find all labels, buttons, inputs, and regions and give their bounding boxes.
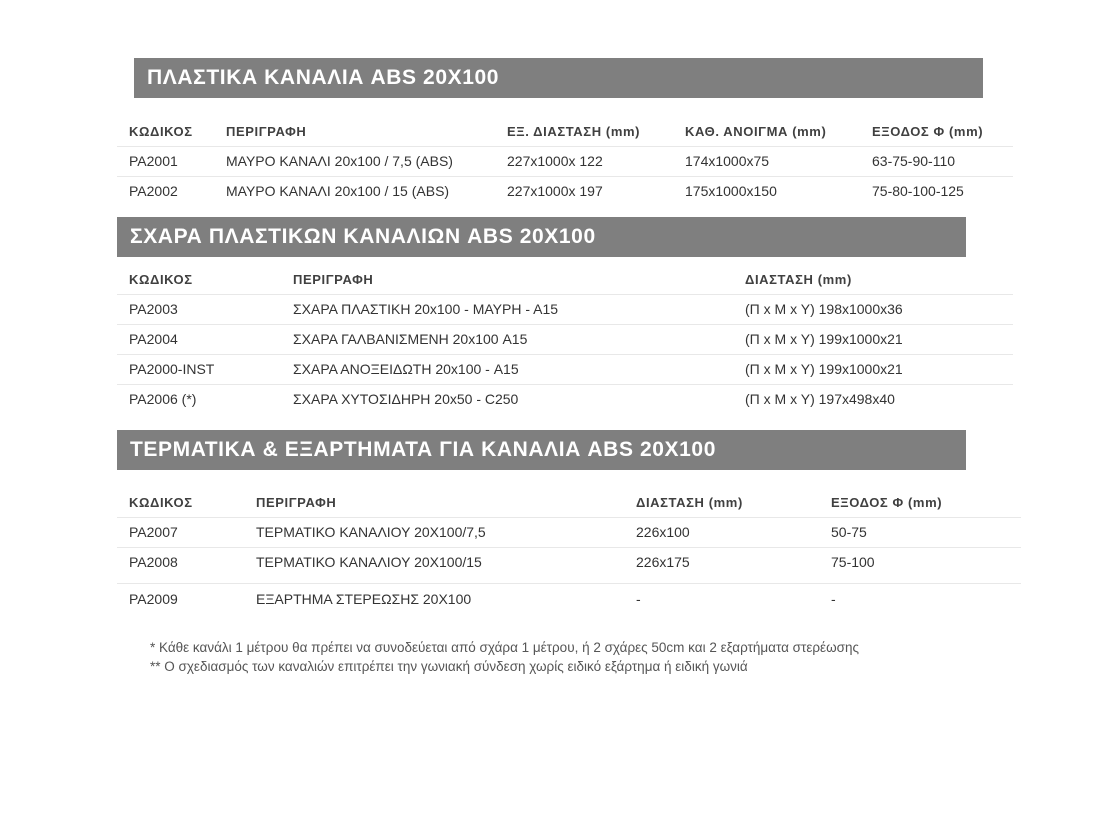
- cell-code: PA2006 (*): [129, 391, 197, 407]
- cell-code: PA2007: [129, 524, 178, 540]
- table-row: [117, 147, 1013, 177]
- cell-dimension: (Π x M x Y) 199x1000x21: [745, 361, 903, 377]
- cell-dimension: 226x100: [636, 524, 690, 540]
- header-dimension: ΔΙΑΣΤΑΣΗ (mm): [636, 495, 743, 510]
- section-2-table: [117, 265, 1013, 414]
- cell-description: ΣΧΑΡΑ ΓΑΛΒΑΝΙΣΜΕΝΗ 20x100 Α15: [293, 331, 528, 347]
- cell-code: PA2003: [129, 301, 178, 317]
- cell-description: ΜΑΥΡΟ ΚΑΝΑΛΙ 20x100 / 15 (ABS): [226, 183, 450, 199]
- cell-dimension: (Π x M x Y) 197x498x40: [745, 391, 895, 407]
- table-row: [117, 584, 1021, 614]
- table-row: [117, 177, 1013, 206]
- cell-description: ΤΕΡΜΑΤΙΚΟ ΚΑΝΑΛΙΟΥ 20X100/7,5: [256, 524, 486, 540]
- header-description: ΠΕΡΙΓΡΑΦΗ: [293, 272, 374, 287]
- cell-dimension: 226x175: [636, 554, 690, 570]
- cell-vertical-opening: 174x1000x75: [685, 153, 770, 169]
- cell-description: ΜΑΥΡΟ ΚΑΝΑΛΙ 20x100 / 7,5 (ABS): [226, 153, 453, 169]
- cell-dimension: -: [636, 591, 641, 607]
- section-1-title: ΠΛΑΣΤΙΚΑ ΚΑΝΑΛΙΑ ABS 20X100: [134, 58, 983, 98]
- section-3-table: [117, 488, 1021, 614]
- header-dimension: ΔΙΑΣΤΑΣΗ (mm): [745, 272, 852, 287]
- table-row: [117, 325, 1013, 355]
- header-outlet-diameter: ΕΞΟΔΟΣ Φ (mm): [831, 495, 943, 510]
- table-row: [117, 518, 1021, 548]
- cell-vertical-opening: 175x1000x150: [685, 183, 777, 199]
- header-description: ΠΕΡΙΓΡΑΦΗ: [256, 495, 337, 510]
- header-description: ΠΕΡΙΓΡΑΦΗ: [226, 124, 307, 139]
- header-vertical-opening: ΚΑΘ. ΑΝΟΙΓΜΑ (mm): [685, 124, 827, 139]
- cell-outlet-diameter: 75-100: [831, 554, 875, 570]
- cell-code: PA2001: [129, 153, 178, 169]
- cell-description: ΕΞΑΡΤΗΜΑ ΣΤΕΡΕΩΣΗΣ 20X100: [256, 591, 472, 607]
- header-code: ΚΩΔΙΚΟΣ: [129, 495, 193, 510]
- cell-code: PA2008: [129, 554, 178, 570]
- table-row: [117, 355, 1013, 385]
- cell-outlet-diameter: -: [831, 591, 836, 607]
- cell-code: PA2004: [129, 331, 178, 347]
- cell-code: PA2000-INST: [129, 361, 215, 377]
- cell-code: PA2009: [129, 591, 178, 607]
- section-3-title: ΤΕΡΜΑΤΙΚΑ & ΕΞΑΡΤΗΜΑΤΑ ΓΙΑ ΚΑΝΑΛΙΑ ABS 20X100: [117, 430, 966, 470]
- cell-outlet-diameter: 63-75-90-110: [872, 153, 956, 169]
- cell-dimension: (Π x M x Y) 199x1000x21: [745, 331, 903, 347]
- section-1-table: [117, 117, 1013, 206]
- cell-dimension: (Π x M x Y) 198x1000x36: [745, 301, 903, 317]
- cell-outer-dimension: 227x1000x 122: [507, 153, 603, 169]
- cell-code: PA2002: [129, 183, 178, 199]
- cell-outlet-diameter: 75-80-100-125: [872, 183, 964, 199]
- table-header-row: [117, 265, 1013, 295]
- footnote-2: ** Ο σχεδιασμός των καναλιών επιτρέπει την γωνιακή σύνδεση χωρίς ειδικό εξάρτημα ή ειδική γωνιά: [150, 659, 748, 674]
- footnotes: [150, 638, 859, 676]
- footnote-1: * Κάθε κανάλι 1 μέτρου θα πρέπει να συνοδεύεται από σχάρα 1 μέτρου, ή 2 σχάρες 50cm και 2 εξαρτήματα στερέωσης: [150, 640, 859, 655]
- table-row: [117, 385, 1013, 414]
- cell-description: ΤΕΡΜΑΤΙΚΟ ΚΑΝΑΛΙΟΥ 20X100/15: [256, 554, 482, 570]
- header-code: ΚΩΔΙΚΟΣ: [129, 272, 193, 287]
- table-row: [117, 295, 1013, 325]
- cell-outlet-diameter: 50-75: [831, 524, 867, 540]
- cell-description: ΣΧΑΡΑ ΧΥΤΟΣΙΔΗΡΗ 20x50 - C250: [293, 391, 519, 407]
- table-row: [117, 548, 1021, 584]
- cell-outer-dimension: 227x1000x 197: [507, 183, 603, 199]
- header-code: ΚΩΔΙΚΟΣ: [129, 124, 193, 139]
- table-header-row: [117, 117, 1013, 147]
- section-2-title: ΣΧΑΡΑ ΠΛΑΣΤΙΚΩΝ ΚΑΝΑΛΙΩΝ ABS 20X100: [117, 217, 966, 257]
- header-outlet-diameter: ΕΞΟΔΟΣ Φ (mm): [872, 124, 984, 139]
- table-header-row: [117, 488, 1021, 518]
- header-outer-dimension: ΕΞ. ΔΙΑΣΤΑΣΗ (mm): [507, 124, 641, 139]
- cell-description: ΣΧΑΡΑ ΑΝΟΞΕΙΔΩΤΗ 20x100 - Α15: [293, 361, 519, 377]
- cell-description: ΣΧΑΡΑ ΠΛΑΣΤΙΚΗ 20x100 - ΜΑΥΡΗ - Α15: [293, 301, 559, 317]
